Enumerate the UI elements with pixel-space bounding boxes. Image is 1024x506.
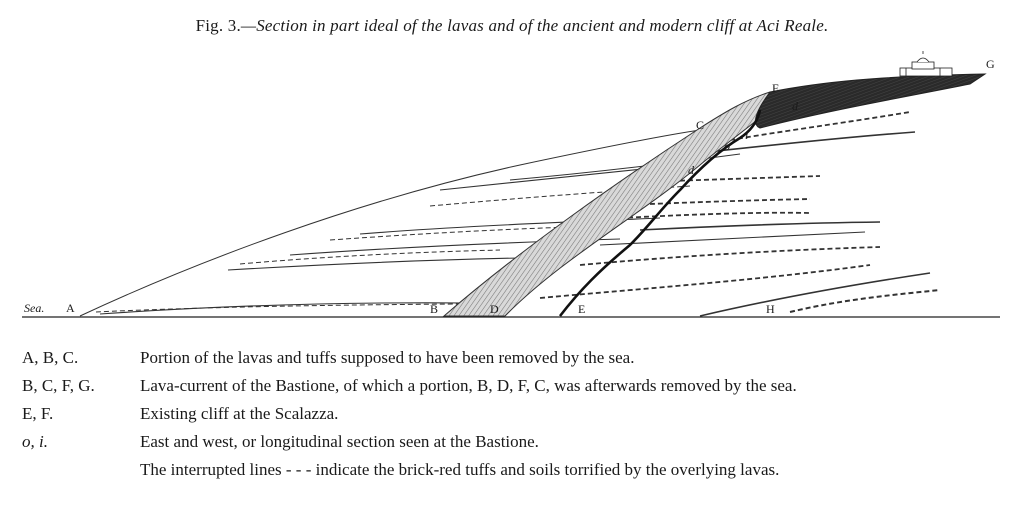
figure-title (0, 16, 1024, 36)
legend-text: The interrupted lines - - - indicate the brick-red tuffs and soils torrified by the overlying lavas. (140, 460, 780, 479)
label-E: E (578, 302, 586, 316)
label-H: H (766, 302, 775, 316)
legend-text: East and west, or longitudinal section seen at the Bastione. (140, 432, 539, 451)
label-C: C (696, 118, 705, 132)
town-buildings (900, 51, 952, 76)
label-d-lower: d (688, 163, 694, 177)
label-B: B (430, 302, 439, 316)
figure-legend (22, 344, 1012, 484)
sea-label: Sea. (24, 301, 45, 315)
legend-key: E, F. (22, 404, 54, 423)
label-o: o (724, 139, 730, 153)
label-F: F (772, 81, 779, 95)
legend-text: Existing cliff at the Scalazza. (140, 404, 339, 423)
label-D: D (490, 302, 499, 316)
legend-text: Lava-current of the Bastione, of which a portion, B, D, F, C, was afterwards removed by the sea. (140, 376, 797, 395)
figure-caption: —Section in part ideal of the lavas and of the ancient and modern cliff at Aci Reale. (240, 16, 829, 35)
legend-row (22, 344, 1012, 372)
legend-row (22, 428, 1012, 456)
legend-key: A, B, C. (22, 348, 79, 367)
label-G: G (986, 57, 995, 71)
legend-row (22, 400, 1012, 428)
legend-row (22, 456, 1012, 484)
bastione-lava-current (755, 74, 985, 128)
legend-text: Portion of the lavas and tuffs supposed to have been removed by the sea. (140, 348, 635, 367)
legend-row (22, 372, 1012, 400)
label-A: A (66, 301, 75, 315)
label-i: i (745, 128, 749, 142)
figure-number: Fig. 3. (195, 16, 241, 35)
legend-key: o, i. (22, 432, 48, 451)
bastione-removed-portion (444, 92, 782, 316)
geological-section-diagram (0, 50, 1024, 340)
label-d-upper: d (792, 99, 798, 113)
legend-key: B, C, F, G. (22, 376, 95, 395)
